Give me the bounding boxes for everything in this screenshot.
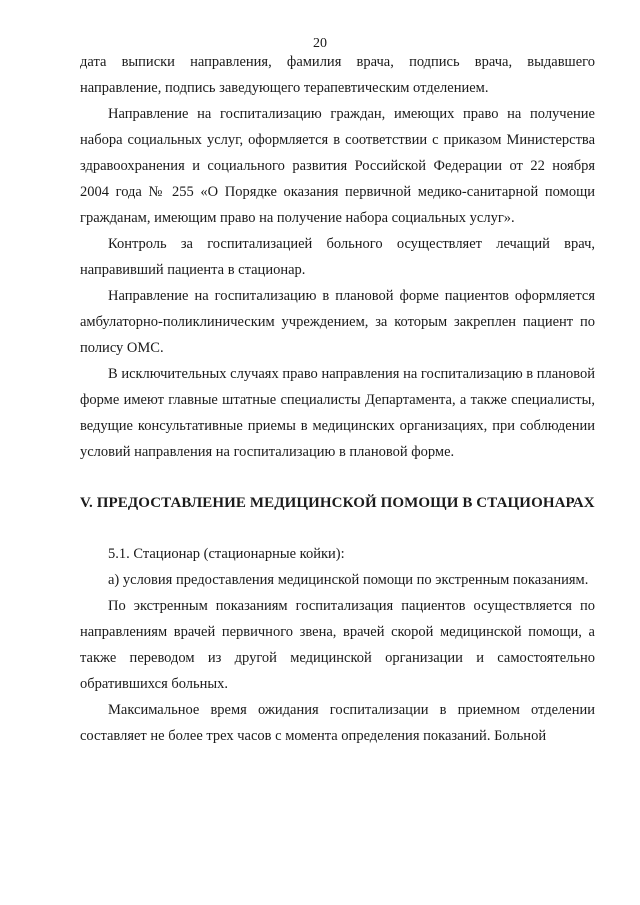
paragraph: Максимальное время ожидания госпитализации в приемном отделении составляет не более трех часов с момента определения показаний. Больной <box>80 702 595 744</box>
paragraph: а) условия предоставления медицинской помощи по экстренным показаниям. <box>108 572 589 588</box>
paragraph: Направление на госпитализацию граждан, имеющих право на получение набора социальных услуг, оформляется в соответствии с приказом Министерства здравоохранения и социального развития Российской Федерации от 22 ноября 2004 года № 255 «О Порядке оказания первичной медико-санитарной помощи гражданам, имеющим право на получение набора социальных услуг». <box>80 106 595 226</box>
paragraph: По экстренным показаниям госпитализация пациентов осуществляется по направлениям врачей первичного звена, врачей скорой медицинской помощи, а также переводом из другой медицинской организации и самостоятельно обратившихся больных. <box>80 598 595 692</box>
section-heading: V. ПРЕДОСТАВЛЕНИЕ МЕДИЦИНСКОЙ ПОМОЩИ В СТАЦИОНАРАХ <box>80 495 595 511</box>
document-body <box>80 49 595 749</box>
paragraph: Контроль за госпитализацией больного осуществляет лечащий врач, направивший пациента в стационар. <box>80 236 595 278</box>
paragraph: В исключительных случаях право направления на госпитализацию в плановой форме имеют главные штатные специалисты Департамента, а также специалисты, ведущие консультативные приемы в медицинских организациях, при соблюдении условий направления на госпитализацию в плановой форме. <box>80 366 595 460</box>
paragraph: Направление на госпитализацию в плановой форме пациентов оформляется амбулаторно-поликлиническим учреждением, за которым закреплен пациент по полису ОМС. <box>80 288 595 356</box>
paragraph-continuation: дата выписки направления, фамилия врача, подпись врача, выдавшего направление, подпись заведующего терапевтическим отделением. <box>80 54 595 96</box>
page-number: 20 <box>313 36 327 51</box>
subsection-title: 5.1. Стационар (стационарные койки): <box>108 546 345 562</box>
